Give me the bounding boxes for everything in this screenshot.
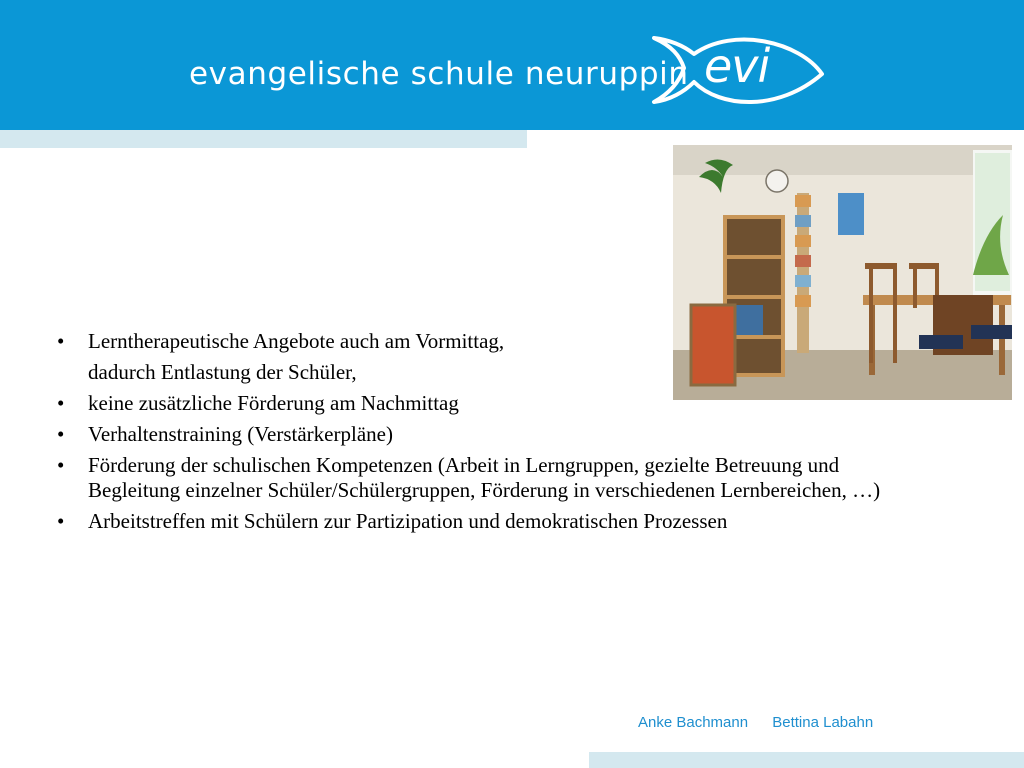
bullet-text: Lerntherapeutische Angebote auch am Vormittag, xyxy=(88,329,505,353)
bottom-accent-band xyxy=(589,752,1024,768)
bullet-marker: • xyxy=(57,453,65,477)
fish-logo-icon xyxy=(650,28,826,110)
logo-text: evi xyxy=(704,39,770,93)
bullet-text: keine zusätzliche Förderung am Nachmittag xyxy=(88,391,459,415)
bullet-text: Arbeitstreffen mit Schülern zur Partizipation und demokratischen Prozessen xyxy=(88,509,728,533)
top-accent-band xyxy=(0,130,527,148)
school-name: evangelische schule neuruppin xyxy=(189,56,689,92)
bullet-marker: • xyxy=(57,509,65,533)
author-name: Bettina Labahn xyxy=(772,714,874,731)
bullet-text: Förderung der schulischen Kompetenzen (Arbeit in Lerngruppen, gezielte Betreuung und Begleitung einzelner Schüler/Schülergruppen, Förderung in verschiedenen Lernbereichen, …) xyxy=(88,453,881,502)
list-item xyxy=(57,391,887,416)
bullet-list xyxy=(57,329,887,540)
header-banner xyxy=(0,0,1024,130)
bullet-text: Verhaltenstraining (Verstärkerpläne) xyxy=(88,422,393,446)
list-item xyxy=(57,329,887,385)
bullet-marker: • xyxy=(57,391,65,415)
list-item xyxy=(57,509,887,534)
list-item xyxy=(57,422,887,447)
bullet-marker: • xyxy=(57,329,65,353)
list-item xyxy=(57,453,887,503)
bullet-marker: • xyxy=(57,422,65,446)
bullet-text-continuation: dadurch Entlastung der Schüler, xyxy=(88,360,357,384)
footer-authors xyxy=(638,714,873,731)
author-name: Anke Bachmann xyxy=(638,714,749,731)
